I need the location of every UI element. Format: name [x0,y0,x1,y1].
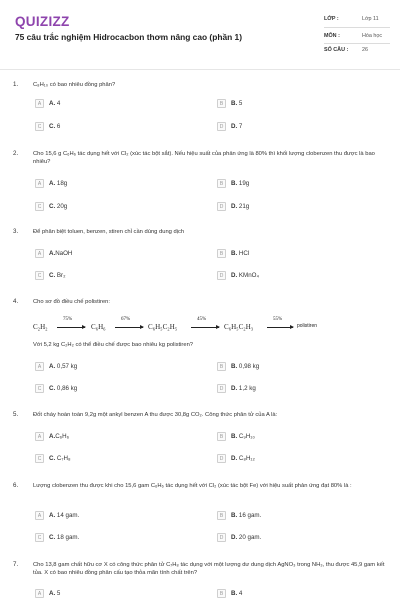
option-b[interactable]: B B. 16 gam. [217,511,261,520]
option-letter-box: C [35,122,44,131]
option-letter-box: B [217,511,226,520]
option-letter-box: C [35,271,44,280]
option-letter-box: A [35,589,44,598]
scheme-product: polistiren [297,323,318,329]
scheme-arrow [57,327,85,328]
option-letter-box: A [35,99,44,108]
option-d[interactable]: D D. 1,2 kg [217,384,256,393]
scheme-yield: 75% [63,317,73,322]
meta-value-count: 26 [362,47,368,53]
option-b[interactable]: B B. C₉H₁₀ [217,432,255,441]
option-letter-box: A [35,362,44,371]
meta-label-subject: MÔN : [324,33,340,39]
scheme-compound: C₆H₆ [91,323,106,331]
option-letter-box: B [217,362,226,371]
option-a[interactable]: A A. NaOH [35,249,72,258]
scheme-yield: 45% [197,317,207,322]
option-d[interactable]: D D. C₈H₁₂ [217,454,255,463]
option-letter-box: A [35,179,44,188]
option-d[interactable]: D D. 7 [217,122,242,131]
option-letter-box: A [35,249,44,258]
meta-label-grade: LỚP : [324,16,339,22]
option-a[interactable]: A A. 14 gam. [35,511,79,520]
option-c[interactable]: C C. 0,86 kg [35,384,77,393]
question-text: Đốt cháy hoàn toàn 9,2g một ankyl benzen A thu được 30,8g CO₂. Công thức phân tử của A là: [33,412,278,418]
option-a[interactable]: A A. 5 [35,589,60,598]
question-number: 6. [13,482,19,489]
question-number: 5. [13,411,19,418]
option-d[interactable]: D D. KMnO₄ [217,271,259,280]
option-letter-box: B [217,432,226,441]
option-c[interactable]: C C. 18 gam. [35,533,79,542]
option-a[interactable]: A A. 0,57 kg [35,362,77,371]
option-b[interactable]: B B. 0,98 kg [217,362,259,371]
option-letter-box: C [35,454,44,463]
scheme-yield: 67% [121,317,131,322]
option-letter-box: C [35,533,44,542]
option-a[interactable]: A A. C₆H₆ [35,432,69,441]
option-letter-box: B [217,249,226,258]
reaction-scheme [33,317,363,337]
option-c[interactable]: C C. 6 [35,122,60,131]
option-letter-box: A [35,432,44,441]
worksheet-header [0,0,400,70]
scheme-arrow [115,327,143,328]
option-c[interactable]: C C. C₇H₈ [35,454,71,463]
option-d[interactable]: D D. 20 gam. [217,533,261,542]
scheme-arrow [267,327,293,328]
meta-divider [324,27,390,28]
option-b[interactable]: B B. HCl [217,249,249,258]
scheme-yield: 55% [273,317,283,322]
option-letter-box: D [217,384,226,393]
meta-divider [324,43,390,44]
meta-label-count: SỐ CÂU : [324,47,349,53]
meta-value-grade: Lớp 11 [362,16,379,22]
scheme-arrow [191,327,219,328]
option-letter-box: C [35,202,44,211]
option-letter-box: A [35,511,44,520]
scheme-compound: C₆H₅C₂H₅ [148,323,178,331]
option-letter-box: B [217,99,226,108]
meta-value-subject: Hóa học [362,33,383,39]
question-text: Để phân biệt toluen, benzen, stiren chỉ cần dùng dung dịch [33,229,185,235]
option-letter-box: D [217,533,226,542]
option-letter-box: D [217,202,226,211]
question-number: 3. [13,228,19,235]
question-text-continued: Với 5,2 kg C₂H₂ có thể điều chế được bao nhiêu kg polistiren? [33,342,194,348]
question-number: 4. [13,298,19,305]
scheme-compound: C₂H₂ [33,323,48,331]
option-c[interactable]: C C. Br₂ [35,271,66,280]
question-text: C₈H₁₀ có bao nhiêu đồng phân? [33,82,116,88]
option-letter-box: B [217,589,226,598]
option-letter-box: C [35,384,44,393]
question-text: Lượng clobenzen thu được khi cho 15,6 gam C₆H₆ tác dụng hết với Cl₂ (xúc tác bột Fe) với hiệu suất phản ứng đạt 80% là : [33,483,352,489]
question-text: Cho 13,8 gam chất hữu cơ X có công thức phân tử C₇H₈ tác dụng với một lượng dư dung dịch AgNO₃ trong NH₃, thu được 45,9 gam kết tủa. X có bao nhiêu đồng phân cấu tạo thỏa mãn tính chất trên? [33,562,385,576]
quizizz-logo: QUIZIZZ [15,14,70,29]
option-letter-box: D [217,271,226,280]
question-text: Cho 15,6 g C₆H₆ tác dụng hết với Cl₂ (xúc tác bột sắt). Nếu hiệu suất của phản ứng là 80% thì khối lượng clobenzen thu được là bao nhiêu? [33,151,375,165]
question-number: 2. [13,150,19,157]
option-letter-box: B [217,179,226,188]
option-a[interactable]: A A. 18g [35,179,67,188]
page-title: 75 câu trắc nghiệm Hidrocacbon thơm nâng cao (phần 1) [15,32,243,42]
option-b[interactable]: B B. 19g [217,179,249,188]
option-c[interactable]: C C. 20g [35,202,67,211]
option-b[interactable]: B B. 5 [217,99,242,108]
scheme-compound: C₆H₅C₂H₃ [224,323,254,331]
option-letter-box: D [217,122,226,131]
question-text: Cho sơ đồ điều chế polistiren: [33,299,110,305]
option-letter-box: D [217,454,226,463]
option-a[interactable]: A A. 4 [35,99,60,108]
option-b[interactable]: B B. 4 [217,589,242,598]
option-d[interactable]: D D. 21g [217,202,249,211]
question-number: 1. [13,81,19,88]
question-number: 7. [13,561,19,568]
